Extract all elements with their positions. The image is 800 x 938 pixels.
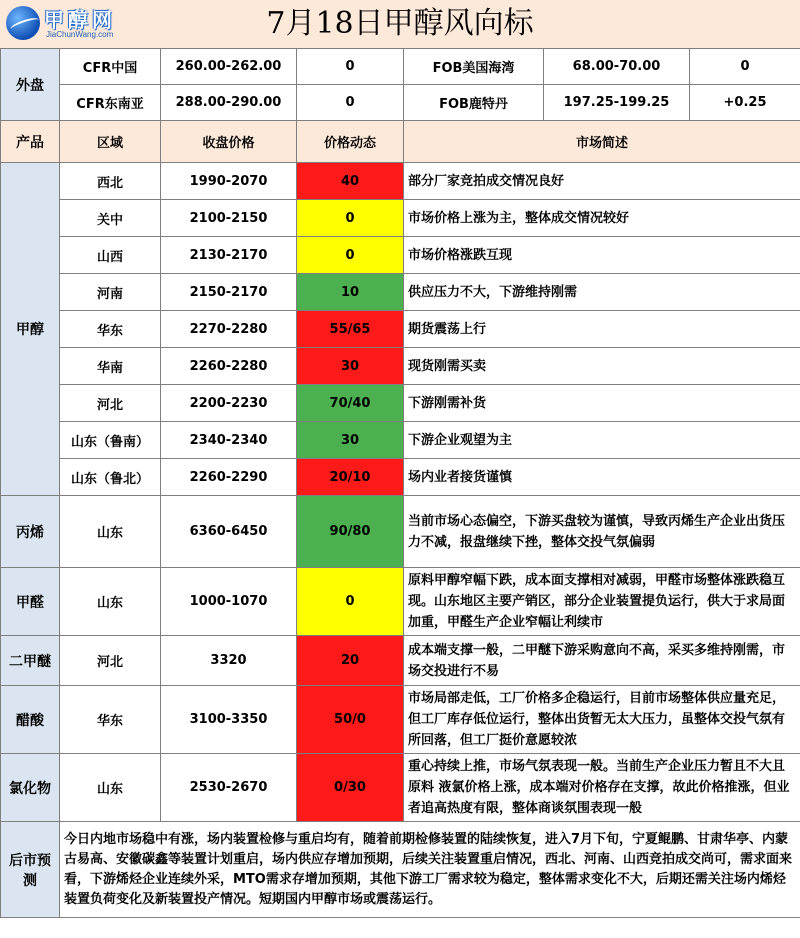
desc-cell: 部分厂家竞拍成交情况良好	[404, 163, 800, 200]
change-cell: 30	[297, 348, 404, 385]
header-price: 收盘价格	[161, 121, 297, 163]
price-cell: 3320	[161, 636, 297, 686]
change-cell: 55/65	[297, 311, 404, 348]
table-row	[1, 163, 800, 200]
region-cell: 河北	[60, 636, 161, 686]
change-cell: 70/40	[297, 385, 404, 422]
external-price: 197.25-199.25	[544, 85, 690, 121]
external-price: 288.00-290.00	[161, 85, 297, 121]
external-price: 260.00-262.00	[161, 49, 297, 85]
change-cell: 90/80	[297, 496, 404, 568]
external-table	[0, 48, 800, 121]
price-cell: 1990-2070	[161, 163, 297, 200]
region-cell: 关中	[60, 200, 161, 237]
desc-cell: 成本端支撑一般，二甲醚下游采购意向不高，采买多维持刚需，市场交投进行不易	[404, 636, 800, 686]
price-cell: 3100-3350	[161, 686, 297, 754]
table-row	[1, 385, 800, 422]
region-cell: 河北	[60, 385, 161, 422]
table-row	[1, 496, 800, 568]
change-cell: 20	[297, 636, 404, 686]
change-cell: 30	[297, 422, 404, 459]
product-cell: 二甲醚	[1, 636, 60, 686]
table-row	[1, 200, 800, 237]
price-cell: 2100-2150	[161, 200, 297, 237]
external-change: +0.25	[690, 85, 800, 121]
region-cell: 山东	[60, 754, 161, 822]
region-cell: 华南	[60, 348, 161, 385]
desc-cell: 原料甲醇窄幅下跌，成本面支撑相对减弱，甲醛市场整体涨跌稳互现。山东地区主要产销区，部分企业装置提负运行，供大于求局面加重，甲醛生产企业窄幅让利续市	[404, 568, 800, 636]
desc-cell: 下游刚需补货	[404, 385, 800, 422]
table-row	[1, 311, 800, 348]
change-cell: 0	[297, 568, 404, 636]
change-cell: 0/30	[297, 754, 404, 822]
price-cell: 6360-6450	[161, 496, 297, 568]
region-cell: 山东	[60, 568, 161, 636]
price-cell: 2200-2230	[161, 385, 297, 422]
market-table	[0, 120, 800, 918]
table-row	[1, 459, 800, 496]
external-change: 0	[297, 49, 404, 85]
table-row	[1, 274, 800, 311]
region-cell: 山东（鲁南）	[60, 422, 161, 459]
price-cell: 2260-2280	[161, 348, 297, 385]
table-row	[1, 348, 800, 385]
change-cell: 20/10	[297, 459, 404, 496]
region-cell: 华东	[60, 686, 161, 754]
table-row	[1, 422, 800, 459]
forecast-text: 今日内地市场稳中有涨，场内装置检修与重启均有，随着前期检修装置的陆续恢复，进入7月下旬，宁夏鲲鹏、甘肃华亭、内蒙古易高、安徽碳鑫等装置计划重启，场内供应存增加预期，后续关注装置重启情况，西北、河南、山西竞拍成交尚可，需求面来看，下游烯烃企业连续外采，MTO需求存增加预期，其他下游工厂需求较为稳定，整体需求变化不大，后期还需关注场内烯烃装置负荷变化及新装置投产情况。短期国内甲醇市场或震荡运行。	[60, 822, 800, 918]
logo-url: JiaChunWang.com	[46, 30, 114, 39]
external-item: CFR东南亚	[60, 85, 161, 121]
region-cell: 华东	[60, 311, 161, 348]
desc-cell: 市场价格涨跌互现	[404, 237, 800, 274]
desc-cell: 市场局部走低，工厂价格多企稳运行，目前市场整体供应量充足，但工厂库存低位运行，整体出货暂无太大压力，虽整体交投气氛有所回落，但工厂挺价意愿较浓	[404, 686, 800, 754]
globe-icon	[6, 6, 40, 40]
desc-cell: 下游企业观望为主	[404, 422, 800, 459]
price-cell: 1000-1070	[161, 568, 297, 636]
desc-cell: 现货刚需买卖	[404, 348, 800, 385]
price-cell: 2130-2170	[161, 237, 297, 274]
desc-cell: 市场价格上涨为主，整体成交情况较好	[404, 200, 800, 237]
external-item: FOB鹿特丹	[404, 85, 544, 121]
region-cell: 山西	[60, 237, 161, 274]
change-cell: 0	[297, 237, 404, 274]
desc-cell: 重心持续上推，市场气氛表现一般。当前生产企业压力暂且不大且原料 液氯价格上涨，成本端对价格存在支撑，故此价格推涨，但业者追高热度有限，整体商谈氛围表现一般	[404, 754, 800, 822]
external-label: 外盘	[1, 49, 60, 121]
price-cell: 2340-2340	[161, 422, 297, 459]
region-cell: 河南	[60, 274, 161, 311]
external-change: 0	[690, 49, 800, 85]
table-row	[1, 568, 800, 636]
external-item: FOB美国海湾	[404, 49, 544, 85]
header-region: 区域	[60, 121, 161, 163]
desc-cell: 期货震荡上行	[404, 311, 800, 348]
change-cell: 40	[297, 163, 404, 200]
external-price: 68.00-70.00	[544, 49, 690, 85]
header-summary: 市场简述	[404, 121, 800, 163]
region-cell: 山东（鲁北）	[60, 459, 161, 496]
table-row	[1, 237, 800, 274]
page-title: 7月18日甲醇风向标	[266, 6, 534, 41]
region-cell: 山东	[60, 496, 161, 568]
product-cell: 醋酸	[1, 686, 60, 754]
logo	[6, 4, 136, 44]
change-cell: 50/0	[297, 686, 404, 754]
price-cell: 2270-2280	[161, 311, 297, 348]
methanol-label: 甲醇	[1, 163, 60, 496]
header-change: 价格动态	[297, 121, 404, 163]
header-product: 产品	[1, 121, 60, 163]
header-row	[1, 121, 800, 163]
external-change: 0	[297, 85, 404, 121]
logo-name: 甲醇网	[44, 8, 116, 32]
region-cell: 西北	[60, 163, 161, 200]
product-cell: 丙烯	[1, 496, 60, 568]
external-item: CFR中国	[60, 49, 161, 85]
price-cell: 2530-2670	[161, 754, 297, 822]
price-cell: 2150-2170	[161, 274, 297, 311]
table-row	[1, 754, 800, 822]
external-row	[1, 49, 800, 85]
desc-cell: 当前市场心态偏空，下游买盘较为谨慎，导致丙烯生产企业出货压力不减，报盘继续下挫，整体交投气氛偏弱	[404, 496, 800, 568]
external-row	[1, 85, 800, 121]
forecast-row	[1, 822, 800, 918]
change-cell: 10	[297, 274, 404, 311]
price-cell: 2260-2290	[161, 459, 297, 496]
desc-cell: 场内业者接货谨慎	[404, 459, 800, 496]
desc-cell: 供应压力不大，下游维持刚需	[404, 274, 800, 311]
product-cell: 氯化物	[1, 754, 60, 822]
product-cell: 甲醛	[1, 568, 60, 636]
header	[0, 0, 800, 49]
table-row	[1, 636, 800, 686]
table-row	[1, 686, 800, 754]
forecast-label: 后市预测	[1, 822, 60, 918]
change-cell: 0	[297, 200, 404, 237]
